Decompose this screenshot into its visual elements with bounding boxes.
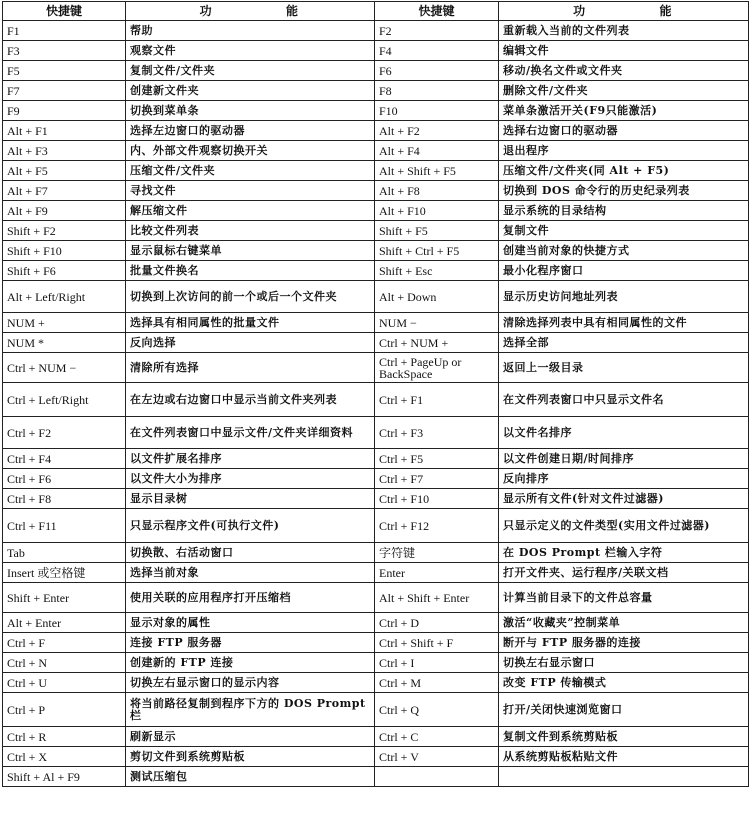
shortcut-cell: F1	[3, 21, 126, 41]
shortcut-cell: Alt + F2	[375, 121, 499, 141]
shortcut-cell: Alt + Shift + Enter	[375, 583, 499, 613]
table-row	[3, 383, 749, 417]
shortcut-cell: Alt + F10	[375, 201, 499, 221]
function-cell: 压缩文件/文件夹(同 Alt + F5)	[499, 161, 749, 181]
shortcut-cell: Ctrl + U	[3, 673, 126, 693]
shortcut-cell: 字符键	[375, 543, 499, 563]
function-cell: 复制文件	[499, 221, 749, 241]
table-row	[3, 747, 749, 767]
shortcut-cell: NUM +	[3, 313, 126, 333]
table-row	[3, 141, 749, 161]
header-shortcut-2: 快捷键	[375, 2, 499, 21]
table-row	[3, 613, 749, 633]
function-cell: 显示对象的属性	[126, 613, 375, 633]
function-cell: 解压缩文件	[126, 201, 375, 221]
table-row	[3, 281, 749, 313]
table-row	[3, 727, 749, 747]
shortcut-cell: Ctrl + F3	[375, 417, 499, 449]
table-row	[3, 161, 749, 181]
shortcut-cell: Ctrl + F7	[375, 469, 499, 489]
function-cell: 切换到菜单条	[126, 101, 375, 121]
shortcut-cell: NUM *	[3, 333, 126, 353]
shortcut-cell: Ctrl + F10	[375, 489, 499, 509]
shortcut-cell: Ctrl + R	[3, 727, 126, 747]
function-cell: 以文件扩展名排序	[126, 449, 375, 469]
table-row	[3, 767, 749, 787]
function-cell: 帮助	[126, 21, 375, 41]
shortcut-cell: Alt + Shift + F5	[375, 161, 499, 181]
function-cell: 选择全部	[499, 333, 749, 353]
shortcut-cell: F10	[375, 101, 499, 121]
function-cell: 只显示定义的文件类型(实用文件过滤器)	[499, 509, 749, 543]
table-row	[3, 201, 749, 221]
shortcut-cell: Ctrl + F2	[3, 417, 126, 449]
function-cell: 选择当前对象	[126, 563, 375, 583]
shortcut-cell: F3	[3, 41, 126, 61]
shortcut-cell: Ctrl + NUM −	[3, 353, 126, 383]
function-cell: 显示鼠标右键菜单	[126, 241, 375, 261]
table-row	[3, 121, 749, 141]
shortcut-cell: Ctrl + F1	[375, 383, 499, 417]
shortcut-cell: Shift + Esc	[375, 261, 499, 281]
table-row	[3, 417, 749, 449]
function-cell: 切换左右显示窗口的显示内容	[126, 673, 375, 693]
function-cell: 压缩文件/文件夹	[126, 161, 375, 181]
function-cell: 激活“收藏夹”控制菜单	[499, 613, 749, 633]
function-cell: 选择右边窗口的驱动器	[499, 121, 749, 141]
function-cell: 重新载入当前的文件列表	[499, 21, 749, 41]
table-row	[3, 653, 749, 673]
function-cell: 返回上一级目录	[499, 353, 749, 383]
function-cell: 从系统剪贴板粘贴文件	[499, 747, 749, 767]
shortcut-cell: Shift + F10	[3, 241, 126, 261]
shortcut-cell: F6	[375, 61, 499, 81]
function-cell: 只显示程序文件(可执行文件)	[126, 509, 375, 543]
shortcut-cell: Ctrl + D	[375, 613, 499, 633]
shortcut-cell: Ctrl + F11	[3, 509, 126, 543]
shortcut-cell: NUM −	[375, 313, 499, 333]
shortcut-cell: Ctrl + C	[375, 727, 499, 747]
shortcut-cell: F7	[3, 81, 126, 101]
table-row	[3, 21, 749, 41]
shortcut-cell: Ctrl + X	[3, 747, 126, 767]
function-cell: 删除文件/文件夹	[499, 81, 749, 101]
function-cell: 在左边或右边窗口中显示当前文件夹列表	[126, 383, 375, 417]
function-cell: 使用关联的应用程序打开压缩档	[126, 583, 375, 613]
table-row	[3, 261, 749, 281]
shortcut-cell: Ctrl + I	[375, 653, 499, 673]
function-cell: 退出程序	[499, 141, 749, 161]
header-function-1: 功 能	[126, 2, 375, 21]
shortcut-cell: Ctrl + F12	[375, 509, 499, 543]
function-cell: 切换散、右活动窗口	[126, 543, 375, 563]
function-cell: 以文件名排序	[499, 417, 749, 449]
shortcut-cell: Insert 或空格键	[3, 563, 126, 583]
shortcut-cell: Alt + Enter	[3, 613, 126, 633]
shortcut-cell: Alt + F8	[375, 181, 499, 201]
function-cell: 在文件列表窗口中只显示文件名	[499, 383, 749, 417]
shortcut-cell: Tab	[3, 543, 126, 563]
shortcut-cell: Ctrl + P	[3, 693, 126, 727]
function-cell: 显示目录树	[126, 489, 375, 509]
header-function-2: 功 能	[499, 2, 749, 21]
shortcut-cell: Ctrl + F5	[375, 449, 499, 469]
table-row	[3, 509, 749, 543]
shortcut-cell: Alt + F1	[3, 121, 126, 141]
shortcut-cell: Ctrl + M	[375, 673, 499, 693]
function-cell: 反向排序	[499, 469, 749, 489]
function-cell: 观察文件	[126, 41, 375, 61]
function-cell: 在 DOS Prompt 栏输入字符	[499, 543, 749, 563]
shortcut-cell: Ctrl + F4	[3, 449, 126, 469]
shortcut-cell: Enter	[375, 563, 499, 583]
function-cell: 显示系统的目录结构	[499, 201, 749, 221]
shortcut-cell: Alt + F4	[375, 141, 499, 161]
shortcut-cell: Alt + F3	[3, 141, 126, 161]
function-cell: 改变 FTP 传输模式	[499, 673, 749, 693]
shortcut-cell	[375, 767, 499, 787]
table-row	[3, 583, 749, 613]
function-cell: 显示所有文件(针对文件过滤器)	[499, 489, 749, 509]
function-cell: 切换左右显示窗口	[499, 653, 749, 673]
function-cell: 显示历史访问地址列表	[499, 281, 749, 313]
function-cell: 编辑文件	[499, 41, 749, 61]
shortcut-cell: Alt + F5	[3, 161, 126, 181]
shortcut-cell: Ctrl + Left/Right	[3, 383, 126, 417]
function-cell: 刷新显示	[126, 727, 375, 747]
header-shortcut-1: 快捷键	[3, 2, 126, 21]
table-row	[3, 693, 749, 727]
table-row	[3, 489, 749, 509]
shortcut-cell: F9	[3, 101, 126, 121]
shortcut-cell: F4	[375, 41, 499, 61]
shortcut-cell: Ctrl + F8	[3, 489, 126, 509]
function-cell: 断开与 FTP 服务器的连接	[499, 633, 749, 653]
shortcut-cell: Ctrl + Shift + F	[375, 633, 499, 653]
table-row	[3, 241, 749, 261]
function-cell: 创建当前对象的快捷方式	[499, 241, 749, 261]
shortcut-cell: Shift + F6	[3, 261, 126, 281]
header-row	[3, 2, 749, 21]
table-row	[3, 181, 749, 201]
table-row	[3, 469, 749, 489]
function-cell: 最小化程序窗口	[499, 261, 749, 281]
shortcut-cell: Ctrl + N	[3, 653, 126, 673]
shortcut-cell: Shift + Enter	[3, 583, 126, 613]
function-cell: 寻找文件	[126, 181, 375, 201]
shortcut-cell: Alt + Left/Right	[3, 281, 126, 313]
shortcut-cell: F5	[3, 61, 126, 81]
function-cell: 在文件列表窗口中显示文件/文件夹详细资料	[126, 417, 375, 449]
table-row	[3, 221, 749, 241]
shortcut-cell: F2	[375, 21, 499, 41]
shortcut-cell: Ctrl + PageUp or BackSpace	[375, 353, 499, 383]
shortcut-cell: Alt + F9	[3, 201, 126, 221]
function-cell: 菜单条激活开关(F9只能激活)	[499, 101, 749, 121]
function-cell: 移动/换名文件或文件夹	[499, 61, 749, 81]
function-cell: 反向选择	[126, 333, 375, 353]
function-cell: 清除选择列表中具有相同属性的文件	[499, 313, 749, 333]
shortcut-cell: Shift + F2	[3, 221, 126, 241]
table-row	[3, 543, 749, 563]
shortcut-cell: Shift + F5	[375, 221, 499, 241]
table-row	[3, 673, 749, 693]
shortcut-cell: F8	[375, 81, 499, 101]
function-cell: 创建新文件夹	[126, 81, 375, 101]
table-row	[3, 41, 749, 61]
function-cell	[499, 767, 749, 787]
function-cell: 打开文件夹、运行程序/关联文档	[499, 563, 749, 583]
table-row	[3, 563, 749, 583]
table-row	[3, 633, 749, 653]
shortcut-cell: Alt + F7	[3, 181, 126, 201]
function-cell: 批量文件换名	[126, 261, 375, 281]
function-cell: 切换到上次访问的前一个或后一个文件夹	[126, 281, 375, 313]
function-cell: 比较文件列表	[126, 221, 375, 241]
function-cell: 复制文件到系统剪贴板	[499, 727, 749, 747]
table-row	[3, 353, 749, 383]
function-cell: 清除所有选择	[126, 353, 375, 383]
function-cell: 打开/关闭快速浏览窗口	[499, 693, 749, 727]
table-row	[3, 449, 749, 469]
table-row	[3, 101, 749, 121]
shortcut-cell: Ctrl + V	[375, 747, 499, 767]
shortcut-cell: Ctrl + NUM +	[375, 333, 499, 353]
function-cell: 剪切文件到系统剪贴板	[126, 747, 375, 767]
table-row	[3, 313, 749, 333]
shortcut-cell: Ctrl + F6	[3, 469, 126, 489]
function-cell: 将当前路径复制到程序下方的 DOS Prompt 栏	[126, 693, 375, 727]
shortcut-cell: Ctrl + Q	[375, 693, 499, 727]
function-cell: 计算当前目录下的文件总容量	[499, 583, 749, 613]
shortcut-cell: Alt + Down	[375, 281, 499, 313]
table-row	[3, 61, 749, 81]
function-cell: 以文件创建日期/时间排序	[499, 449, 749, 469]
table-row	[3, 81, 749, 101]
function-cell: 测试压缩包	[126, 767, 375, 787]
shortcut-cell: Ctrl + F	[3, 633, 126, 653]
shortcut-cell: Shift + Al + F9	[3, 767, 126, 787]
shortcut-table	[2, 1, 749, 787]
function-cell: 选择左边窗口的驱动器	[126, 121, 375, 141]
function-cell: 以文件大小为排序	[126, 469, 375, 489]
function-cell: 创建新的 FTP 连接	[126, 653, 375, 673]
table-row	[3, 333, 749, 353]
function-cell: 内、外部文件观察切换开关	[126, 141, 375, 161]
function-cell: 选择具有相同属性的批量文件	[126, 313, 375, 333]
shortcut-cell: Shift + Ctrl + F5	[375, 241, 499, 261]
function-cell: 复制文件/文件夹	[126, 61, 375, 81]
function-cell: 切换到 DOS 命令行的历史纪录列表	[499, 181, 749, 201]
function-cell: 连接 FTP 服务器	[126, 633, 375, 653]
